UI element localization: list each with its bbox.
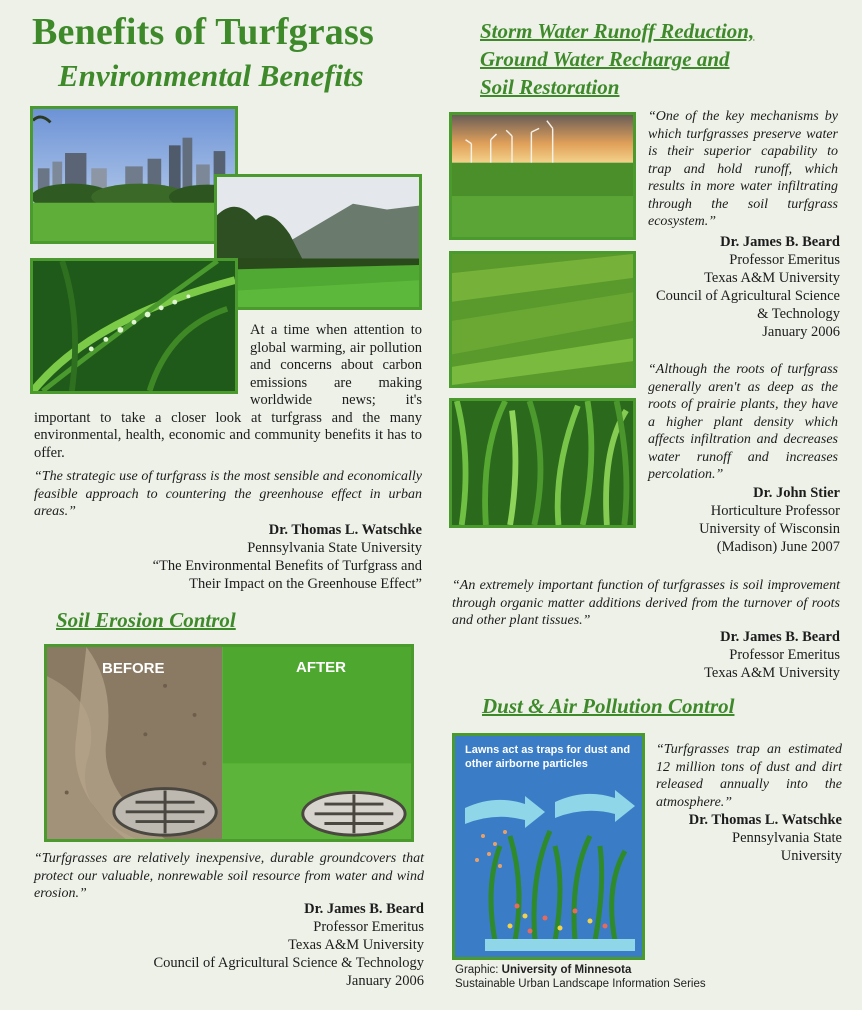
dust-trap-graphic <box>452 733 645 960</box>
author-affiliation: Pennsylvania State <box>732 830 842 846</box>
storm-quote-1: “One of the key mechanisms by which turfgrasses preserve water is their superior capability to trap and hold runoff, which results in more water infiltrating through the soil turfgrass ecosystem.” <box>648 109 838 229</box>
dust-pollution-heading: Dust & Air Pollution Control <box>482 694 735 718</box>
before-after-photo <box>44 644 414 842</box>
storm-quote-3: “An extremely important function of turfgrasses is soil improvement through organic matter additions derived from the turnover of roots and other plant tissues.” <box>452 578 840 628</box>
author-title: Horticulture Professor <box>710 503 840 519</box>
storm-water-heading-line3: Soil Restoration <box>480 75 620 99</box>
quote-date: (Madison) June 2007 <box>716 539 840 555</box>
credit-source: University of Minnesota <box>501 964 632 976</box>
dust-quote-attribution <box>652 811 842 865</box>
page-subtitle: Environmental Benefits <box>58 58 364 93</box>
lawn-stripes-photo <box>449 251 636 388</box>
storm-quote-1-attribution <box>640 233 840 341</box>
erosion-quote: “Turfgrasses are relatively inexpensive, durable groundcovers that protect our valuable, nonrewable soil resource from water and wind erosion.” <box>34 851 424 901</box>
greenhouse-quote-attribution <box>34 521 422 593</box>
publication-title-cont: Their Impact on the Greenhouse Effect” <box>189 576 422 592</box>
author-title: Professor Emeritus <box>729 252 840 268</box>
storm-quote-2-attribution <box>640 484 840 556</box>
storm-water-heading-line2: Ground Water Recharge and <box>480 47 730 71</box>
author-affiliation: Texas A&M University <box>704 270 840 286</box>
author-organization: Council of Agricultural Science <box>655 288 840 304</box>
publication-title: “The Environmental Benefits of Turfgrass and <box>152 558 422 574</box>
storm-quote-2: “Although the roots of turfgrass generally aren't as deep as the roots of prairie plants, they have a higher plant density which affects infiltration and decreases water runoff and increases percolation.” <box>648 362 838 482</box>
author-affiliation: Texas A&M University <box>704 665 840 681</box>
dust-graphic-label: Lawns act as traps for dust and other airborne particles <box>465 744 631 770</box>
credit-series: Sustainable Urban Landscape Information Series <box>455 978 706 990</box>
author-affiliation-cont: University <box>780 848 842 864</box>
intro-paragraph: At a time when attention to global warming, air pollution and concerns about carbon emissions are making worldwide news; it's important to take a closer look at turfgrass and the many environmental, health, economic and community benefits it has to offer. <box>34 322 422 461</box>
graphic-credit <box>455 963 755 991</box>
author-name: Dr. Thomas L. Watschke <box>268 522 422 538</box>
storm-water-heading <box>480 17 754 101</box>
author-name: Dr. Thomas L. Watschke <box>688 812 842 828</box>
author-name: Dr. James B. Beard <box>720 234 840 250</box>
after-label: AFTER <box>296 659 346 676</box>
author-organization: Council of Agricultural Science & Technology <box>153 955 424 971</box>
city-park-photo <box>30 106 238 244</box>
page-title: Benefits of Turfgrass <box>32 11 374 53</box>
dust-quote: “Turfgrasses trap an estimated 12 million tons of dust and dirt released annually into the atmosphere.” <box>656 742 842 810</box>
author-title: Professor Emeritus <box>729 647 840 663</box>
quote-date: January 2006 <box>762 324 840 340</box>
credit-prefix: Graphic: <box>455 964 502 976</box>
greenhouse-quote: “The strategic use of turfgrass is the most sensible and economically feasible approach to countering the greenhouse effect in urban areas.” <box>34 469 422 519</box>
author-name: Dr. James B. Beard <box>720 629 840 645</box>
tall-grass-photo <box>449 398 636 528</box>
author-title: Professor Emeritus <box>313 919 424 935</box>
author-affiliation: University of Wisconsin <box>699 521 840 537</box>
quote-date: January 2006 <box>346 973 424 989</box>
storm-water-heading-line1: Storm Water Runoff Reduction, <box>480 19 755 43</box>
erosion-quote-attribution <box>34 900 424 990</box>
wind-turbine-field-photo <box>449 112 636 240</box>
author-name: Dr. John Stier <box>753 485 840 501</box>
author-affiliation: Texas A&M University <box>288 937 424 953</box>
mountain-lawn-photo <box>214 174 422 310</box>
before-label: BEFORE <box>102 660 165 677</box>
soil-erosion-heading: Soil Erosion Control <box>56 608 236 632</box>
author-name: Dr. James B. Beard <box>304 901 424 917</box>
storm-quote-3-attribution <box>452 628 840 682</box>
author-organization-cont: & Technology <box>757 306 840 322</box>
author-affiliation: Pennsylvania State University <box>247 540 422 556</box>
